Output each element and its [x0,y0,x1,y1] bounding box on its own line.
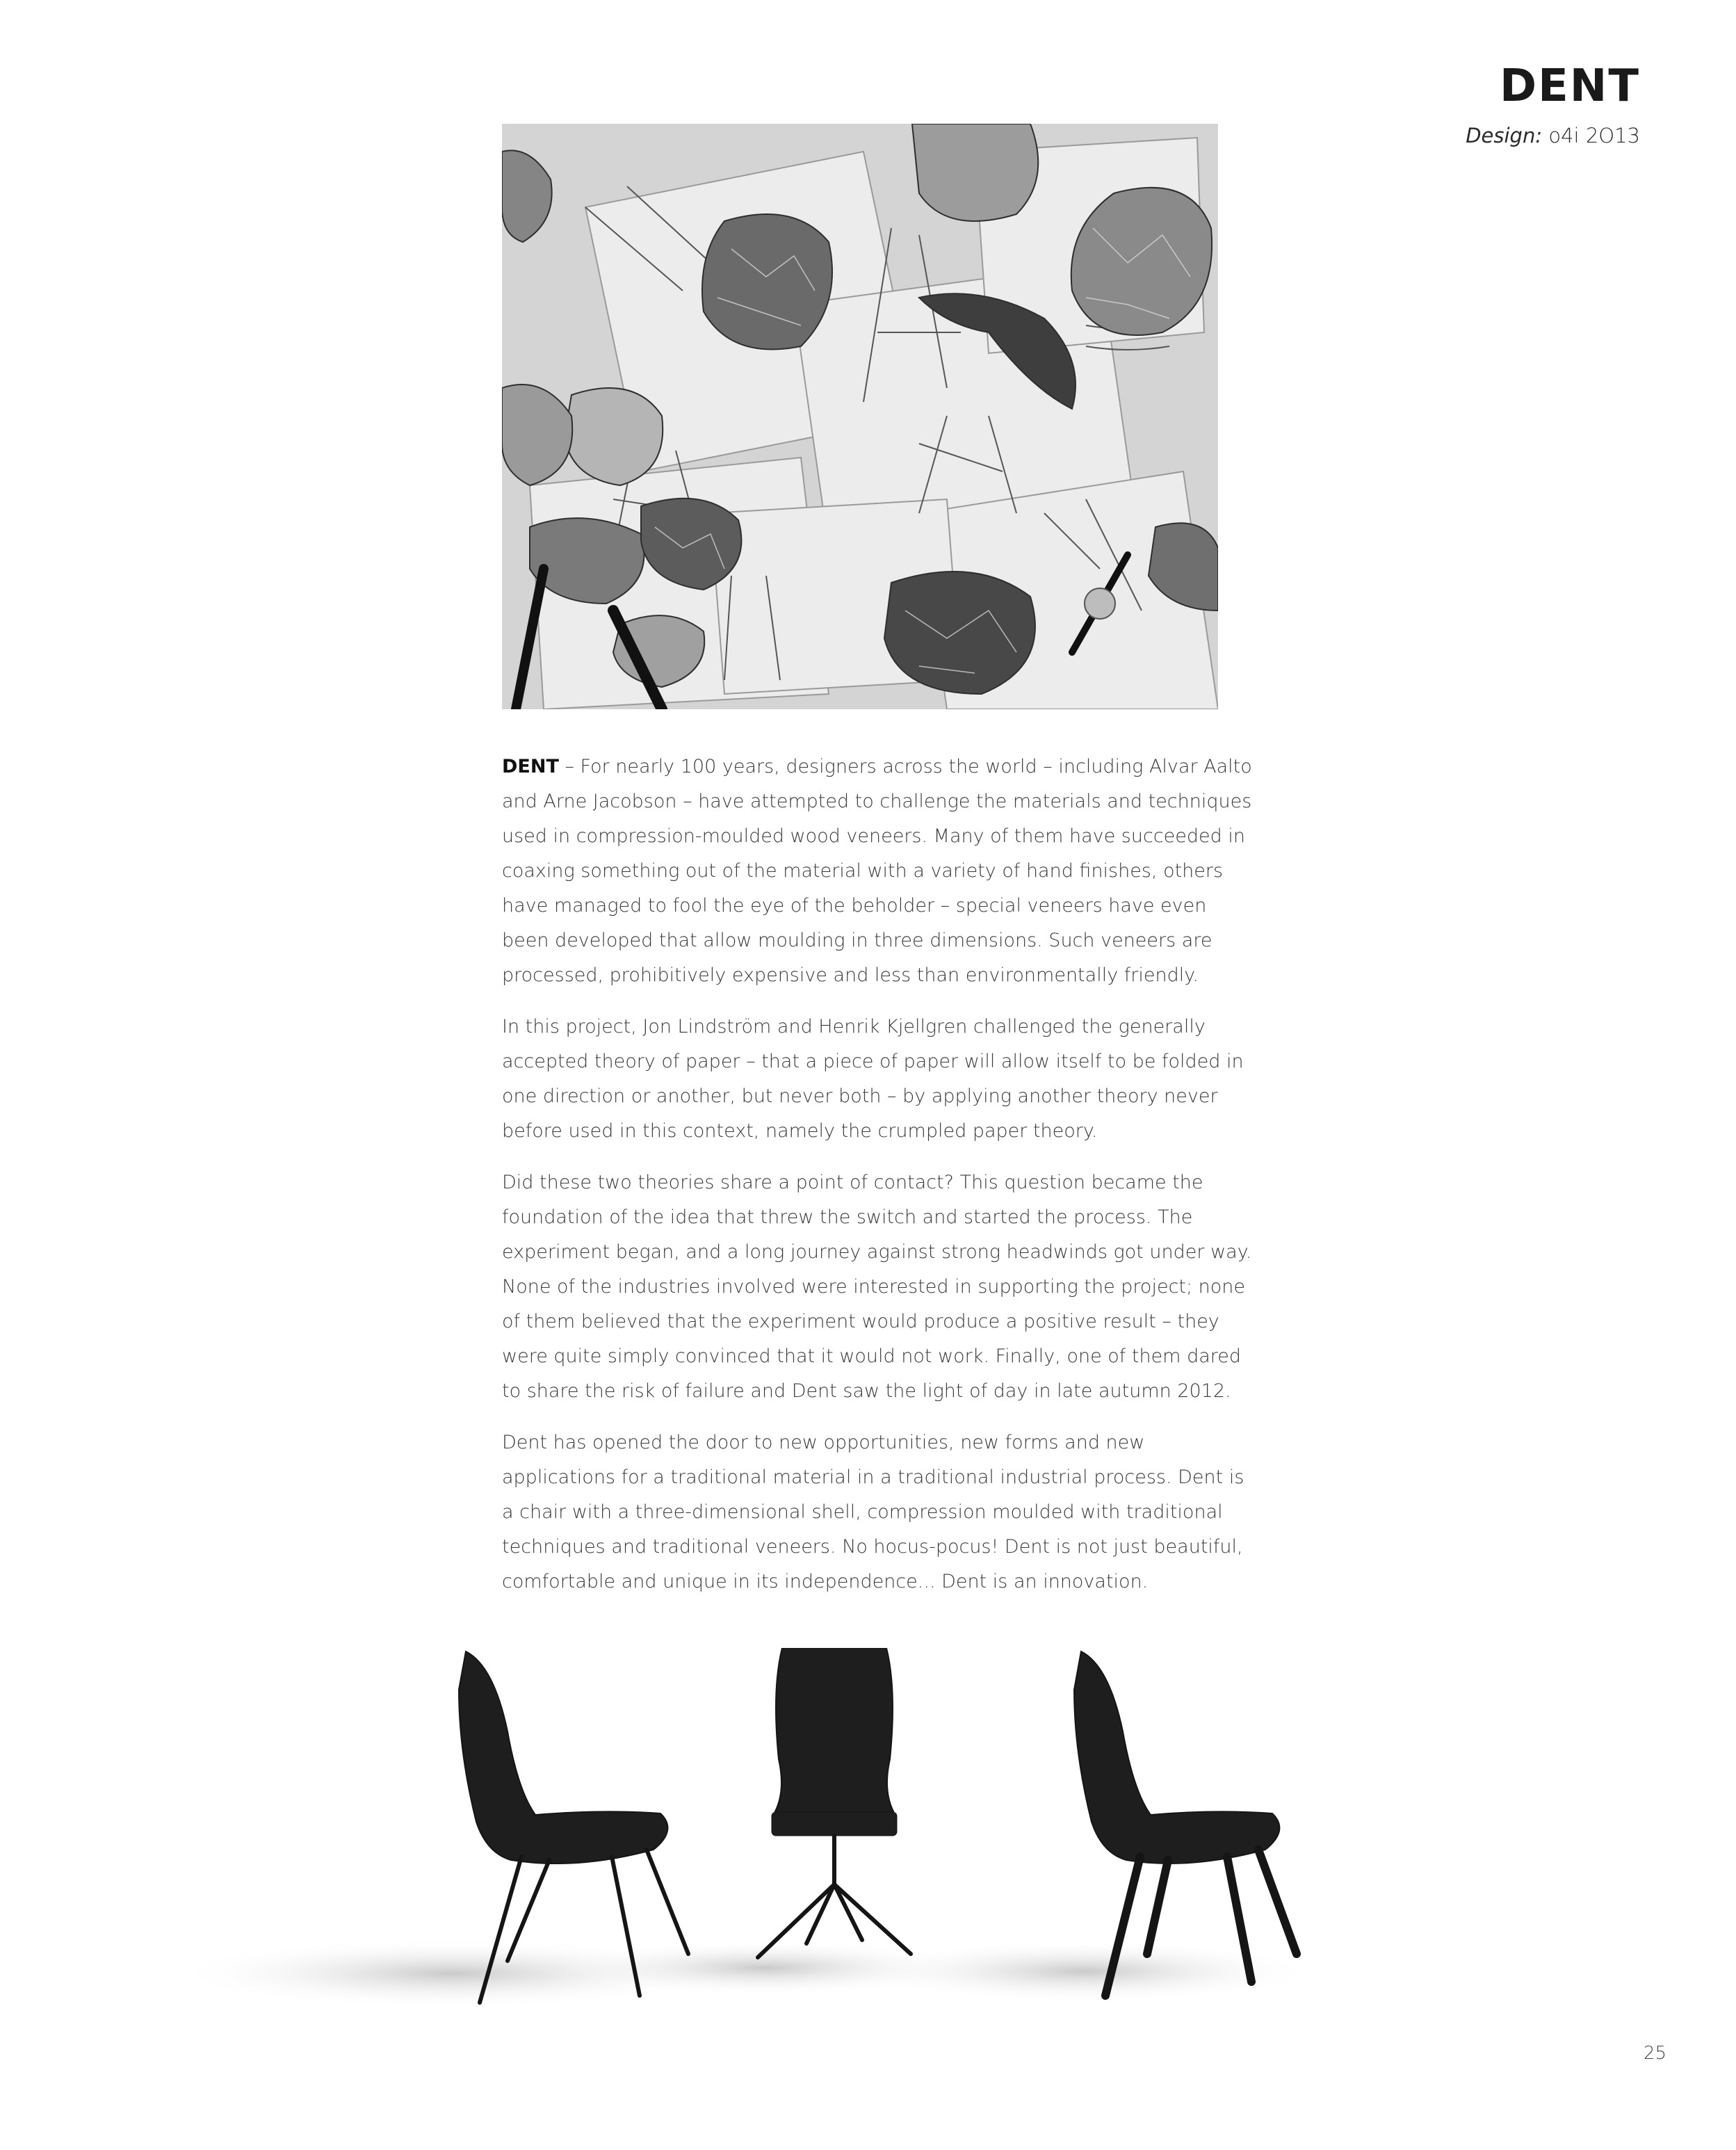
page-header [1466,60,1640,147]
article-paragraph-1-text: – For nearly 100 years, designers across the world – including Alvar Aalto and Arne Jacobson – have attempted to challenge the materials and techniques used in compression-moulded wood veneers. Many of them have succeeded in coaxing something out of the material with a variety of hand finishes, others have managed to fool the eye of the beholder – special veneers have even been developed that allow moulding in three dimensions. Such veneers are processed, prohibitively expensive and less than environmentally friendly. [502,756,1252,986]
article-paragraph-1 [502,750,1253,993]
sketches-photo [502,124,1218,709]
design-value: o4i 2O13 [1548,124,1640,147]
article-lead-word: DENT [502,756,559,777]
design-label: Design: [1466,124,1543,147]
article-paragraph-2: In this project, Jon Lindström and Henrik Kjellgren challenged the generally accepted theory of paper – that a piece of paper will allow itself to be folded in one direction or another, but never both – by applying another theory never before used in this context, namely the crumpled paper theory. [502,1016,1244,1142]
article-paragraph-3: Did these two theories share a point of contact? This question became the foundation of the idea that threw the switch and started the process. The experiment began, and a long journey against strong headwinds got under way. None of the industries involved were interested in supporting the project; none of them believed that the experiment would produce a positive result – they were quite simply convinced that it would not work. Finally, one of them dared to share the risk of failure and Dent saw the light of day in late autumn 2012. [502,1172,1252,1402]
article-body [502,750,1253,1616]
design-credit [1466,124,1640,147]
chair-swivel [758,1648,911,1957]
page-number: 25 [1643,2043,1666,2064]
article-paragraph-4: Dent has opened the door to new opportunities, new forms and new applications for a traditional material in a traditional industrial process. Dent is a chair with a three-dimensional shell, compression moulded with traditional techniques and traditional veneers. No hocus-pocus! Dent is not just beautiful, comfortable and unique in its independence... Dent is an innovation. [502,1432,1244,1592]
page-title: DENT [1499,60,1640,112]
chairs-photo [160,1648,1328,2040]
